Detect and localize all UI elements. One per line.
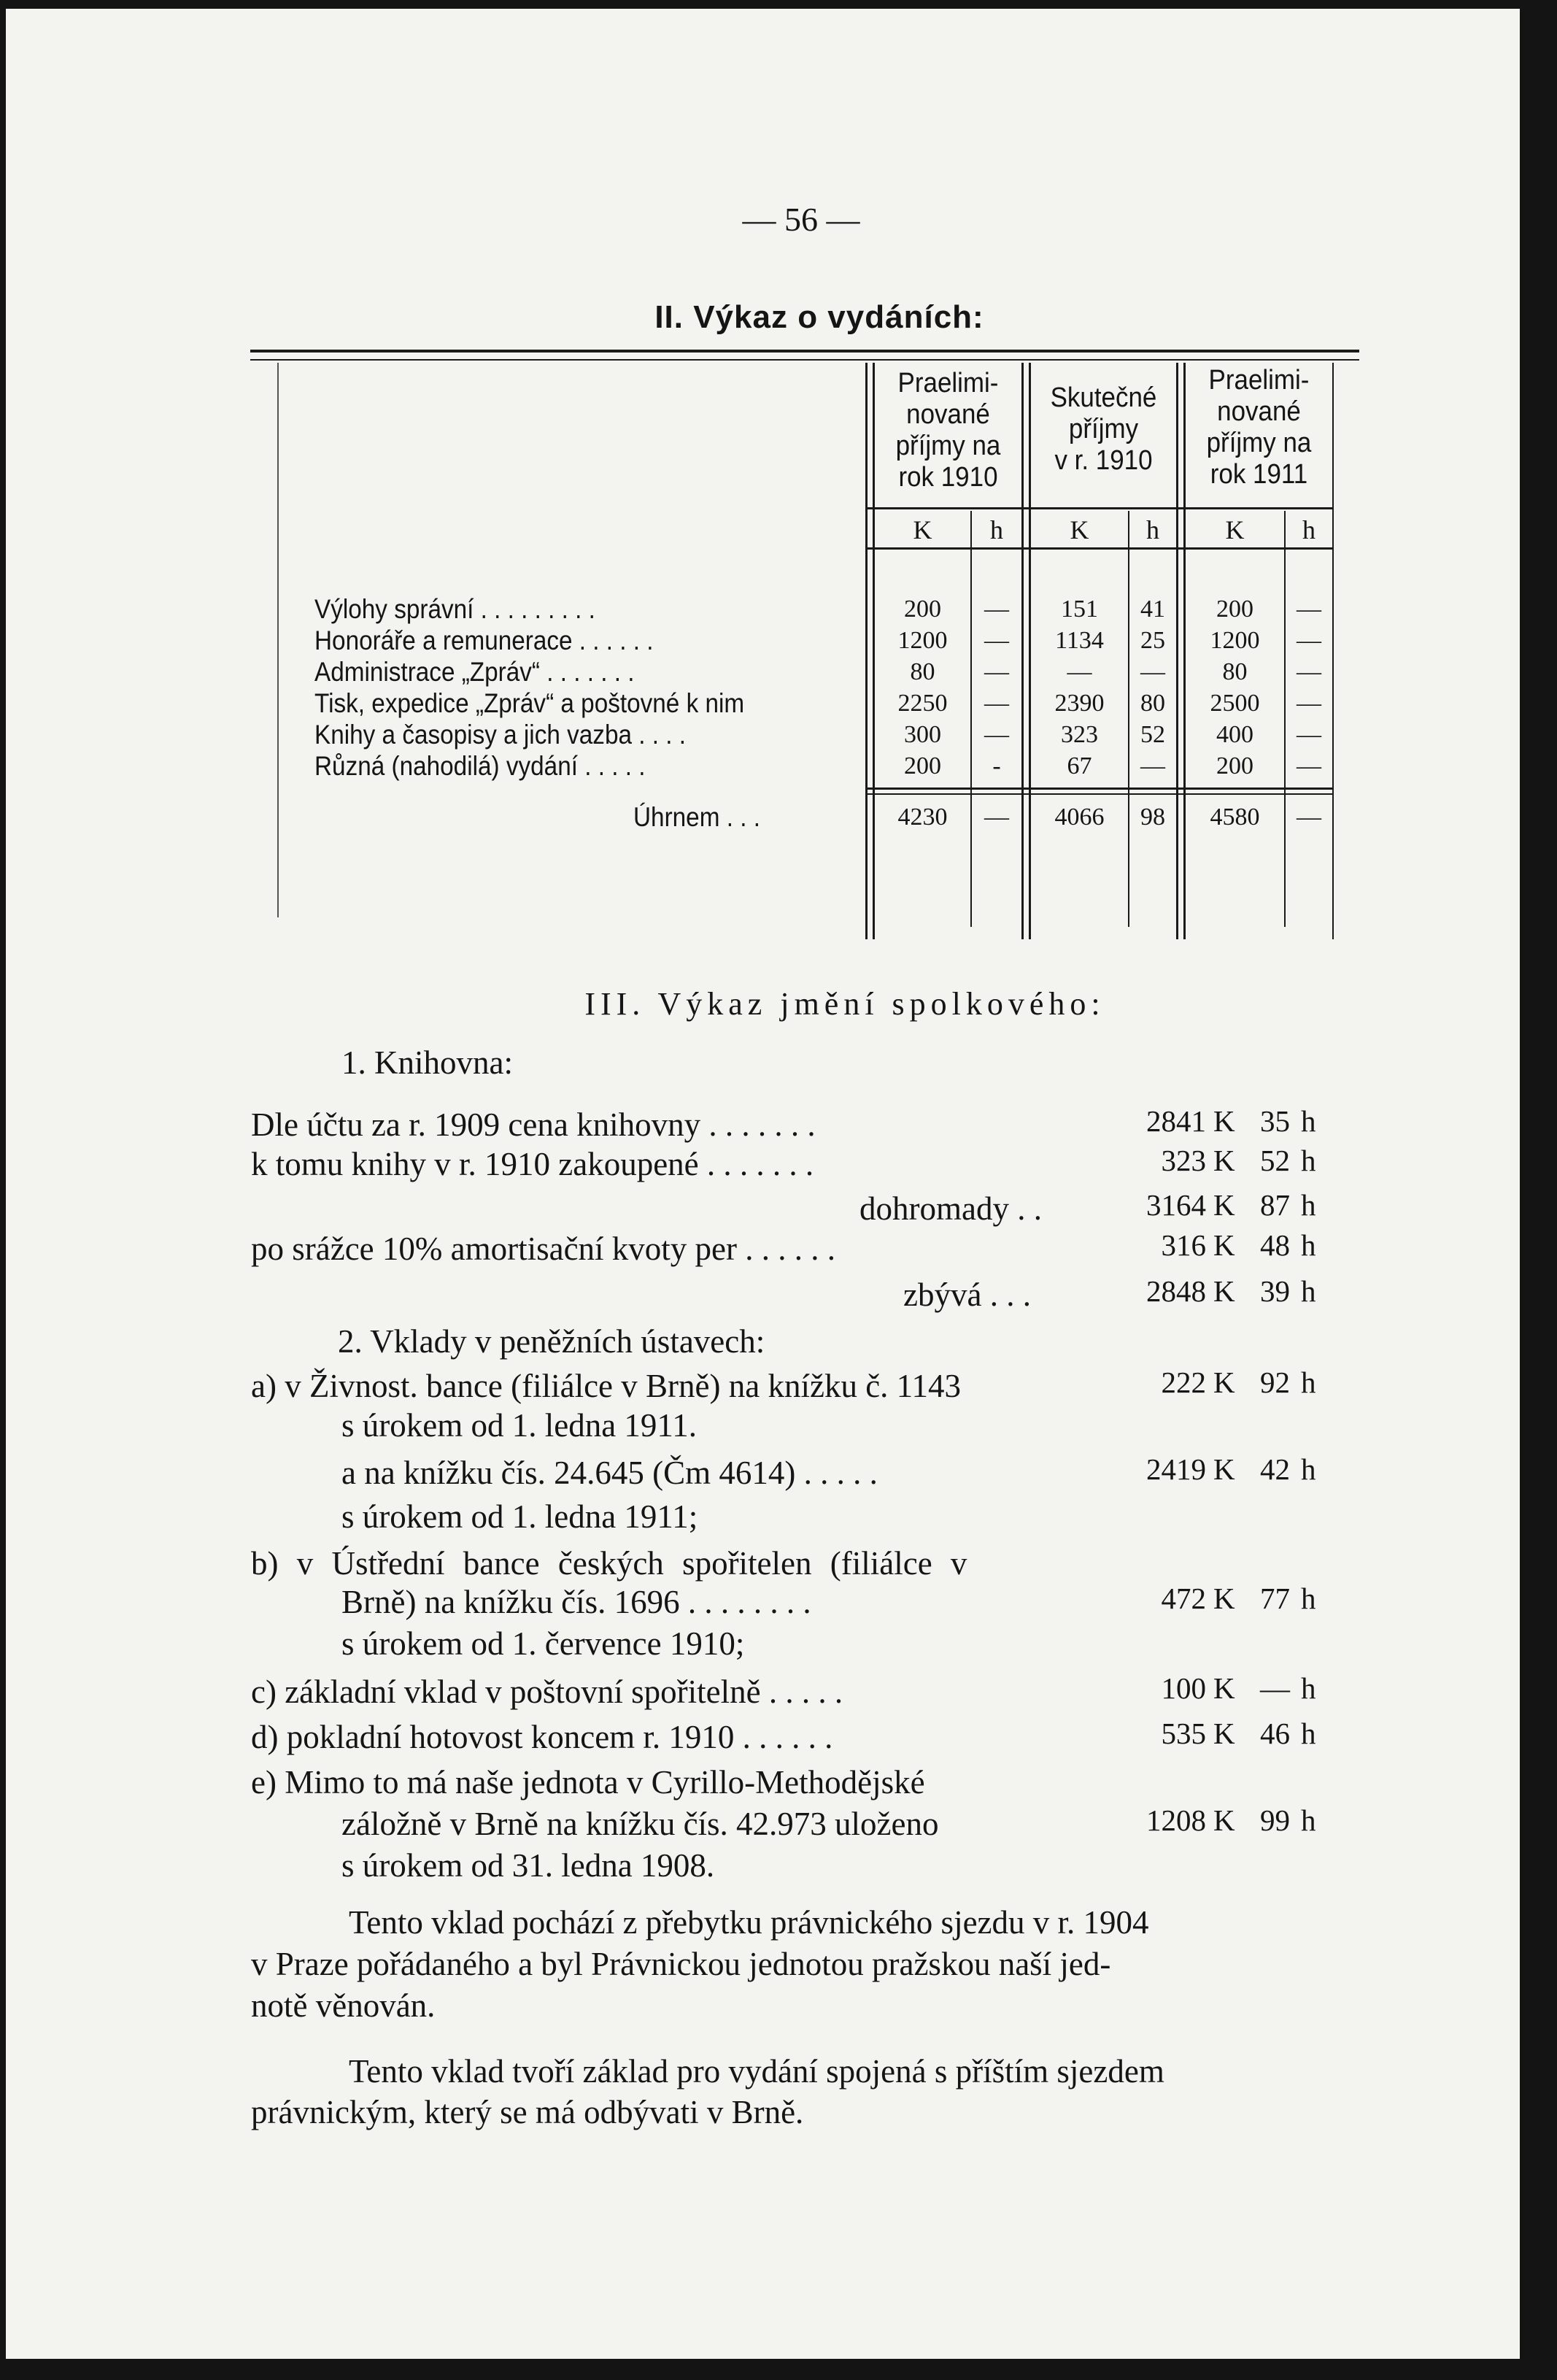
unit-k: K — [1213, 1582, 1235, 1615]
unit-h: h — [1146, 515, 1159, 544]
unit-h: h — [1301, 1228, 1316, 1262]
cell-value: 1134 — [1055, 627, 1104, 654]
unit-h: h — [1301, 1274, 1316, 1308]
row-label: Knihy a časopisy a jich vazba . . . . — [314, 720, 687, 750]
paragraph-line: právnickým, který se má odbývati v Brně. — [251, 2094, 804, 2130]
amount-k: 472 — [1161, 1582, 1206, 1615]
cell-value: — — [1067, 658, 1092, 685]
row-label: Administrace „Zpráv“ . . . . . . . — [314, 657, 635, 687]
amount-k: 100 — [1161, 1671, 1206, 1705]
cell-value: — — [1297, 752, 1321, 779]
unit-k: K — [1213, 1274, 1235, 1308]
cell-value: 1200 — [1210, 627, 1260, 654]
cell-value: — — [1297, 721, 1321, 748]
total-value: 4580 — [1210, 804, 1260, 831]
cell-value: 41 — [1140, 596, 1165, 623]
cell-value: 200 — [1216, 752, 1253, 779]
asset-line: Dle účtu za r. 1909 cena knihovny . . . . . . . — [251, 1106, 816, 1143]
cell-value: — — [1297, 627, 1321, 654]
asset-line: k tomu knihy v r. 1910 zakoupené . . . . . . . — [251, 1146, 814, 1182]
asset-line-remaining: zbývá . . . — [903, 1276, 1031, 1313]
total-value: — — [1297, 804, 1321, 831]
amount-h: — — [1260, 1671, 1290, 1705]
unit-k: K — [1213, 1144, 1235, 1177]
deposit-a-line: s úrokem od 1. ledna 1911; — [341, 1498, 698, 1535]
asset-line: po srážce 10% amortisační kvoty per . . . . . . — [251, 1231, 836, 1267]
cell-value: 2250 — [897, 690, 948, 717]
deposit-b-line: s úrokem od 1. července 1910; — [341, 1625, 745, 1662]
paragraph-line: v Praze pořádaného a byl Právnickou jednotou pražskou naší jed- — [251, 1946, 1111, 1982]
paragraph-line: notě věnován. — [251, 1987, 436, 2024]
row-label: Honoráře a remunerace . . . . . . — [314, 625, 654, 655]
col-header-actual-1910: Skutečné příjmy v r. 1910 — [1050, 382, 1157, 476]
cell-value: — — [1140, 752, 1165, 779]
amount-h: 46 — [1260, 1717, 1290, 1750]
section-title-expenses: II. Výkaz o vydáních: — [654, 299, 984, 335]
col-header-prelim-1911: Praelimi- nované příjmy na rok 1911 — [1206, 365, 1312, 490]
cell-value: 200 — [904, 752, 941, 779]
paragraph-line: Tento vklad tvoří základ pro vydání spojená s příštím sjezdem — [349, 2053, 1164, 2090]
cell-value: — — [1297, 596, 1321, 623]
expense-table — [6, 9, 1520, 958]
unit-k: K — [1213, 1104, 1235, 1138]
amount-k: 222 — [1161, 1366, 1206, 1399]
subheading-deposits: 2. Vklady v peněžních ústavech: — [338, 1323, 765, 1360]
cell-value: 200 — [904, 596, 941, 623]
unit-k: K — [1213, 1188, 1235, 1222]
unit-k: K — [1213, 1366, 1235, 1399]
cell-value: 80 — [1140, 690, 1165, 717]
total-value: — — [984, 804, 1009, 831]
document-page — [6, 9, 1520, 2359]
unit-k: K — [1070, 515, 1089, 544]
cell-value: 52 — [1140, 721, 1165, 748]
unit-k: K — [1225, 515, 1245, 544]
unit-h: h — [1301, 1104, 1316, 1138]
amount-k: 2848 — [1146, 1274, 1206, 1308]
page-number: — 56 — — [742, 201, 860, 238]
cell-value: 2390 — [1054, 690, 1105, 717]
cell-value: 80 — [910, 658, 935, 685]
cell-value: 300 — [904, 721, 941, 748]
row-label: Různá (nahodilá) vydání . . . . . — [314, 751, 646, 781]
cell-value: — — [1297, 690, 1321, 717]
cell-value: - — [992, 752, 1001, 779]
asset-line-subtotal: dohromady . . — [859, 1190, 1042, 1227]
amount-k: 2841 — [1146, 1104, 1206, 1138]
total-value: 4230 — [897, 804, 948, 831]
cell-value: 200 — [1216, 596, 1253, 623]
deposit-a-line: a na knížku čís. 24.645 (Čm 4614) . . . . . — [341, 1455, 878, 1491]
cell-value: — — [984, 658, 1009, 685]
cell-value: — — [1297, 658, 1321, 685]
unit-h: h — [990, 515, 1003, 544]
deposit-e-line: záložně v Brně na knížku čís. 42.973 uloženo — [341, 1806, 939, 1842]
paragraph-line: Tento vklad pochází z přebytku právnického sjezdu v r. 1904 — [349, 1904, 1149, 1941]
deposit-d-line: d) pokladní hotovost koncem r. 1910 . . . . . . — [251, 1719, 833, 1755]
unit-h: h — [1301, 1144, 1316, 1177]
col-header-prelim-1910: Praelimi- nované příjmy na rok 1910 — [895, 368, 1001, 493]
unit-k: K — [913, 515, 932, 544]
deposit-a-line: a) v Živnost. bance (filiálce v Brně) na knížku č. 1143 — [251, 1368, 961, 1404]
unit-h: h — [1301, 1366, 1316, 1399]
amount-h: 35 — [1260, 1104, 1290, 1138]
cell-value: — — [984, 690, 1009, 717]
deposit-e-line: e) Mimo to má naše jednota v Cyrillo-Methodějské — [251, 1764, 925, 1801]
amount-k: 2419 — [1146, 1452, 1206, 1486]
unit-k: K — [1213, 1717, 1235, 1750]
amount-k: 316 — [1161, 1228, 1206, 1262]
amount-h: 42 — [1260, 1452, 1290, 1486]
cell-value: 2500 — [1210, 690, 1260, 717]
section-title-assets: III. Výkaz jmění spolkového: — [584, 986, 1105, 1022]
deposit-e-line: s úrokem od 31. ledna 1908. — [341, 1847, 715, 1884]
row-label: Výlohy správní . . . . . . . . . — [314, 594, 595, 624]
unit-h: h — [1301, 1188, 1316, 1222]
deposit-c-line: c) základní vklad v poštovní spořitelně . . . . . — [251, 1674, 843, 1710]
amount-k: 1208 — [1146, 1803, 1206, 1837]
cell-value: — — [1140, 658, 1165, 685]
cell-value: 323 — [1061, 721, 1098, 748]
row-label: Tisk, expedice „Zpráv“ a poštovné k nim — [314, 688, 745, 718]
amount-h: 87 — [1260, 1188, 1290, 1222]
amount-h: 99 — [1260, 1803, 1290, 1837]
cell-value: 151 — [1061, 596, 1098, 623]
amount-h: 48 — [1260, 1228, 1290, 1262]
deposit-b-line: b) v Ústřední bance českých spořitelen (filiálce v — [251, 1545, 967, 1582]
unit-h: h — [1301, 1803, 1316, 1837]
amount-k: 3164 — [1146, 1188, 1206, 1222]
deposit-a-line: s úrokem od 1. ledna 1911. — [341, 1407, 698, 1444]
unit-k: K — [1213, 1228, 1235, 1262]
unit-h: h — [1302, 515, 1315, 544]
cell-value: 400 — [1216, 721, 1253, 748]
unit-k: K — [1213, 1803, 1235, 1837]
cell-value: — — [984, 627, 1009, 654]
cell-value: 80 — [1222, 658, 1248, 685]
unit-h: h — [1301, 1717, 1316, 1750]
amount-h: 52 — [1260, 1144, 1290, 1177]
cell-value: 67 — [1067, 752, 1092, 779]
amount-h: 77 — [1260, 1582, 1290, 1615]
total-label: Úhrnem . . . — [633, 802, 760, 832]
total-value: 4066 — [1054, 804, 1105, 831]
unit-k: K — [1213, 1671, 1235, 1705]
amount-h: 39 — [1260, 1274, 1290, 1308]
amount-k: 323 — [1161, 1144, 1206, 1177]
deposit-b-line: Brně) na knížku čís. 1696 . . . . . . . . — [341, 1584, 811, 1620]
total-value: 98 — [1140, 804, 1165, 831]
unit-h: h — [1301, 1452, 1316, 1486]
cell-value: 25 — [1140, 627, 1165, 654]
subheading-library: 1. Knihovna: — [341, 1044, 513, 1081]
unit-k: K — [1213, 1452, 1235, 1486]
unit-h: h — [1301, 1582, 1316, 1615]
unit-h: h — [1301, 1671, 1316, 1705]
cell-value: 1200 — [897, 627, 948, 654]
amount-h: 92 — [1260, 1366, 1290, 1399]
amount-k: 535 — [1161, 1717, 1206, 1750]
cell-value: — — [984, 721, 1009, 748]
cell-value: — — [984, 596, 1009, 623]
